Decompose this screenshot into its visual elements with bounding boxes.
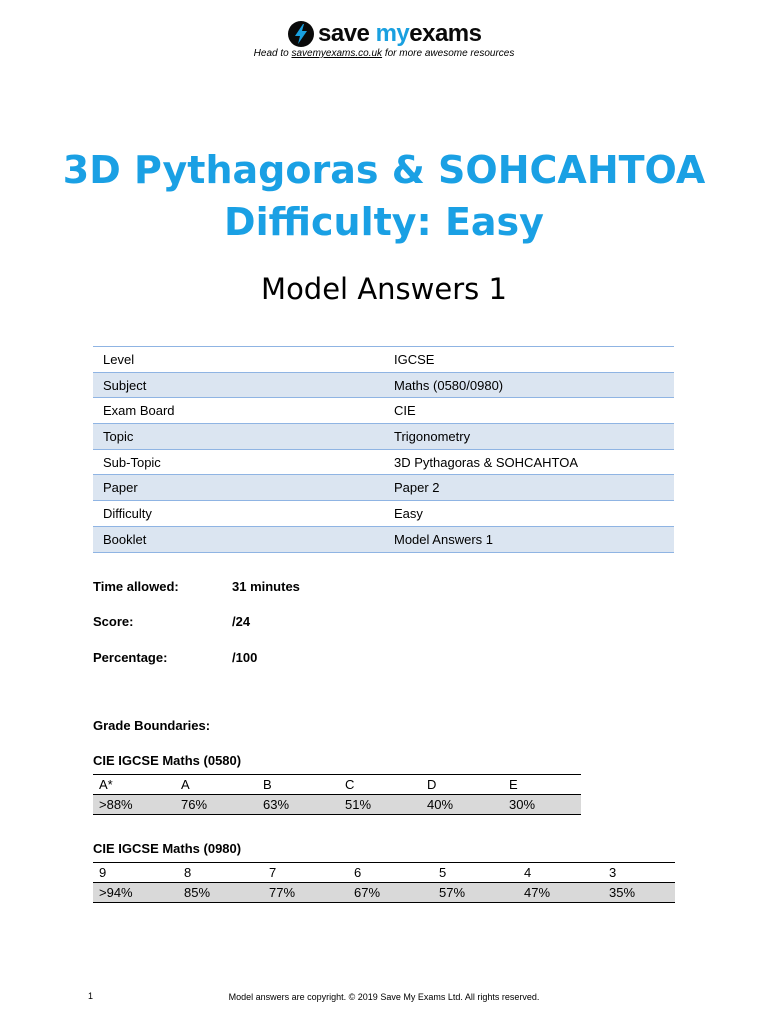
boundary-cell: 57%: [433, 883, 518, 903]
boundary-cell: >88%: [93, 795, 175, 815]
page-subtitle: Model Answers 1: [261, 272, 507, 306]
table-row: [93, 449, 674, 475]
page-number: 1: [88, 991, 94, 1001]
boundary-cell: 77%: [263, 883, 348, 903]
grade-cell: C: [339, 775, 421, 795]
row-value: Trigonometry: [384, 424, 674, 450]
row-value: Maths (0580/0980): [384, 372, 674, 398]
boundary-cell: 35%: [603, 883, 675, 903]
grade-cell: A*: [93, 775, 175, 795]
row-key: Exam Board: [93, 398, 384, 424]
boundary-cell: 51%: [339, 795, 421, 815]
row-key: Paper: [93, 475, 384, 501]
row-value: Model Answers 1: [384, 526, 674, 552]
grade-cell: 6: [348, 863, 433, 883]
time-value: 31 minutes: [232, 579, 300, 594]
grade-row: [93, 863, 675, 883]
boundary-cell: >94%: [93, 883, 178, 903]
board-title-0980: CIE IGCSE Maths (0980): [93, 841, 242, 856]
row-key: Level: [93, 347, 384, 373]
time-label: Time allowed:: [93, 579, 179, 594]
row-key: Topic: [93, 424, 384, 450]
grade-table-0980: [93, 862, 675, 903]
grade-cell: 9: [93, 863, 178, 883]
boundary-row: [93, 883, 675, 903]
tagline-link[interactable]: savemyexams.co.uk: [291, 48, 383, 59]
row-value: Paper 2: [384, 475, 674, 501]
table-row: [93, 475, 674, 501]
row-key: Sub-Topic: [93, 449, 384, 475]
row-value: 3D Pythagoras & SOHCAHTOA: [384, 449, 674, 475]
score-value: /24: [232, 614, 251, 629]
board-title-0580: CIE IGCSE Maths (0580): [93, 753, 242, 768]
table-row: [93, 347, 674, 373]
boundary-cell: 67%: [348, 883, 433, 903]
boundary-cell: 76%: [175, 795, 257, 815]
grade-table-0580: [93, 774, 581, 815]
row-value: IGCSE: [384, 347, 674, 373]
table-row: [93, 424, 674, 450]
boundary-row: [93, 795, 581, 815]
table-row: [93, 501, 674, 527]
grade-cell: A: [175, 775, 257, 795]
logo: [288, 19, 481, 49]
grade-boundaries-title: Grade Boundaries:: [93, 718, 211, 733]
boundary-cell: 85%: [178, 883, 263, 903]
page-title-line1: 3D Pythagoras & SOHCAHTOA: [62, 148, 706, 192]
boundary-cell: 63%: [257, 795, 339, 815]
grade-cell: E: [503, 775, 581, 795]
row-value: Easy: [384, 501, 674, 527]
row-key: Booklet: [93, 526, 384, 552]
grade-cell: 4: [518, 863, 603, 883]
grade-cell: 8: [178, 863, 263, 883]
table-row: [93, 526, 674, 552]
grade-cell: 3: [603, 863, 675, 883]
grade-cell: B: [257, 775, 339, 795]
grade-cell: 5: [433, 863, 518, 883]
boundary-cell: 47%: [518, 883, 603, 903]
boundary-cell: 40%: [421, 795, 503, 815]
score-label: Score:: [93, 614, 134, 629]
grade-row: [93, 775, 581, 795]
percentage-value: /100: [232, 650, 258, 665]
boundary-cell: 30%: [503, 795, 581, 815]
row-value: CIE: [384, 398, 674, 424]
logo-text: save myexams: [318, 20, 482, 47]
row-key: Difficulty: [93, 501, 384, 527]
table-row: [93, 398, 674, 424]
grade-cell: 7: [263, 863, 348, 883]
grade-cell: D: [421, 775, 503, 795]
info-table: [93, 346, 674, 553]
page-title-line2: Difficulty: Easy: [224, 200, 544, 244]
row-key: Subject: [93, 372, 384, 398]
percentage-label: Percentage:: [93, 650, 168, 665]
copyright-footer: Model answers are copyright. © 2019 Save My Exams Ltd. All rights reserved.: [228, 992, 540, 1002]
tagline: Head to savemyexams.co.uk for more awesome resources: [253, 48, 515, 59]
table-row: [93, 372, 674, 398]
lightning-bolt-icon: [288, 21, 314, 47]
